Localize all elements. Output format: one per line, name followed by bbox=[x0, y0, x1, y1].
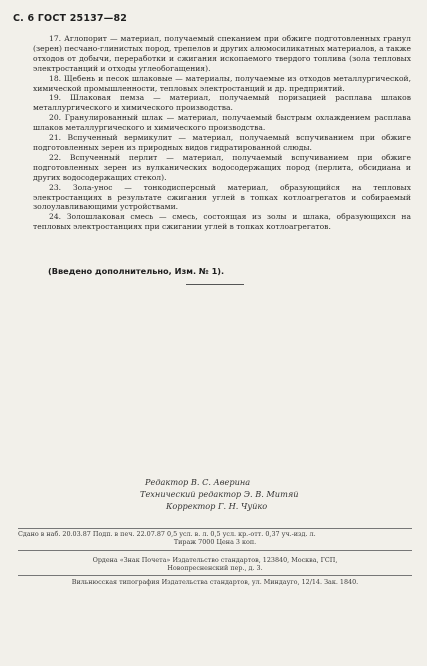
imprint-line-2: Тираж 7000 Цена 3 коп. bbox=[173, 538, 257, 547]
imprint-divider-top bbox=[18, 528, 412, 529]
paragraph-20: 20. Гранулированный шлак — материал, получаемый быстрым охлаждением расплава шлаков металлургического и химического производства. bbox=[33, 113, 411, 133]
running-head: С. 6 ГОСТ 25137—82 bbox=[13, 13, 128, 24]
imprint-line-1: Сдано в наб. 20.03.87 Подп. в печ. 22.07.87 0,5 усл. в. л. 0,5 усл. кр.-отт. 0,37 уч.-изд. л. bbox=[18, 530, 316, 538]
section-divider bbox=[186, 284, 244, 285]
paragraph-18: 18. Щебень и песок шлаковые — материалы, получаемые из отходов металлургической, химической промышленности, тепловых электростанций и др. предприятий. bbox=[33, 73, 411, 93]
paragraph-21: 21. Вспученный вермикулит — материал, получаемый вспучиванием при обжиге подготовленных зерен из природных видов гидратированной слюды. bbox=[33, 133, 411, 152]
editor-line: Редактор В. С. Аверина bbox=[145, 477, 251, 487]
paragraph-17: 17. Аглопорит — материал, получаемый спеканием при обжиге подготовленных гранул (зерен) песчано-глинистых пород, трепелов и других алюмосиликатных материалов, а также отходов от добычи, переработки и сжигания ископаемого твердого топлива (зола тепловых электростанций и отходы углеобогащения). bbox=[33, 34, 411, 73]
paragraph-19: 19. Шлаковая пемза — материал, получаемый поризацией расплава шлаков металлургического и химического производства. bbox=[33, 93, 411, 113]
imprint-block bbox=[18, 530, 412, 547]
publisher-block bbox=[18, 556, 412, 573]
definitions-text bbox=[33, 34, 411, 232]
amendment-note: (Введено дополнительно, Изм. № 1). bbox=[48, 266, 225, 276]
printer-line: Вильнюсская типография Издательства стандартов, ул. Миндауго, 12/14. Зак. 1840. bbox=[71, 578, 359, 586]
imprint-divider-bottom bbox=[18, 550, 412, 551]
paragraph-23: 23. Зола-унос — тонкодисперсный материал, образующийся на тепловых электростанциях в результате сжигания углей в топках котлоагрегатов и собираемый золоулавливающими устройствами. bbox=[33, 182, 411, 212]
paragraph-22: 22. Вспученный перлит — материал, получаемый вспучиванием при обжиге подготовленных зерен из вулканических водосодержащих пород (перлита, обсидиана и других водосодержащих стекол). bbox=[33, 152, 411, 182]
editors-block bbox=[140, 476, 299, 512]
printer-divider bbox=[18, 575, 412, 576]
tech-editor-line: Технический редактор Э. В. Митяй bbox=[140, 489, 299, 499]
paragraph-24: 24. Золошлаковая смесь — смесь, состоящая из золы и шлака, образующихся на тепловых электростанциях при сжигании углей в топках котлоагрегатов. bbox=[33, 212, 411, 232]
publisher-line-1: Ордена «Знак Почета» Издательство стандартов, 123840, Москва, ГСП, bbox=[92, 556, 338, 564]
publisher-line-2: Новопресненский пер., д. 3. bbox=[167, 564, 263, 573]
proofreader-line: Корректор Г. Н. Чуйко bbox=[166, 501, 268, 511]
